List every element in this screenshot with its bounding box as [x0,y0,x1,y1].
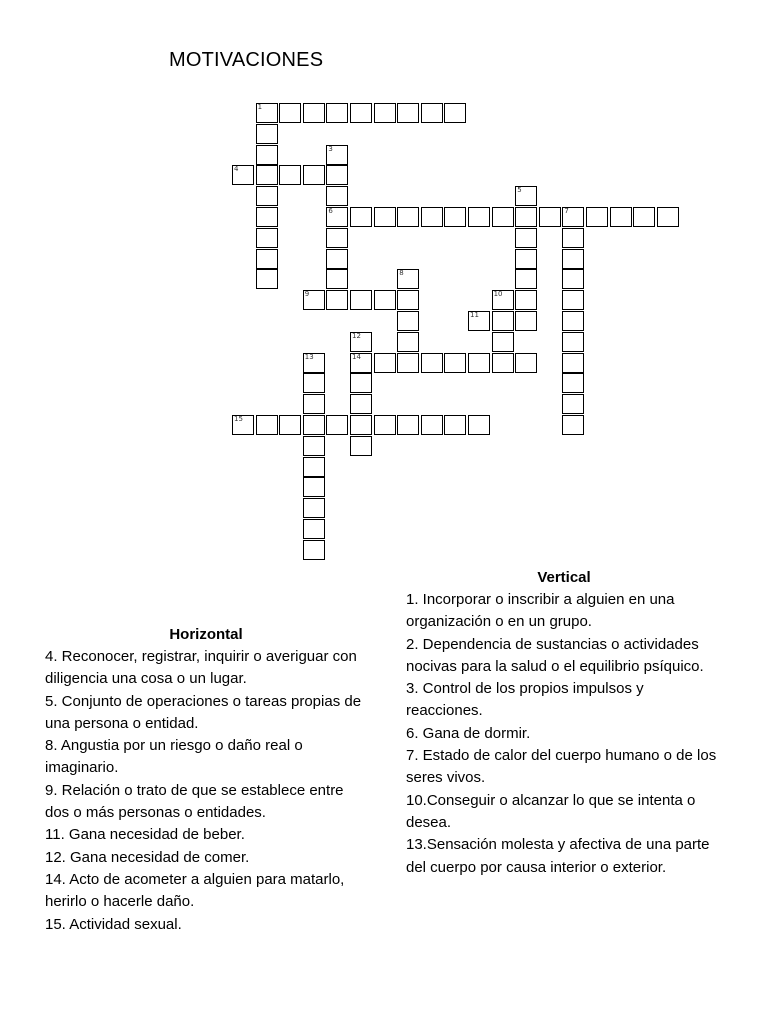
clue-v-2: 2. Dependencia de sustancias o actividades nocivas para la salud o el equilibrio psíquico. [406,635,704,675]
clue-v-10: 10.Conseguir o alcanzar lo que se intenta o desea. [406,791,696,831]
grid-cell[interactable] [562,373,584,393]
grid-cell[interactable] [303,165,325,185]
clue-h-5: 5. Conjunto de operaciones o tareas propias de una persona o entidad. [45,692,362,732]
grid-cell[interactable] [562,353,584,373]
grid-cell[interactable] [326,186,348,206]
clue-h-12: 12. Gana necesidad de comer. [45,848,250,866]
grid-cell[interactable] [350,332,372,352]
grid-number: 4 [234,165,239,174]
clue-v-3: 3. Control de los propios impulsos y reacciones. [406,680,644,720]
grid-cell[interactable] [515,353,537,373]
grid-cell[interactable] [256,124,278,144]
grid-cell[interactable] [444,103,466,123]
grid-cell[interactable] [562,415,584,435]
grid-cell[interactable] [326,269,348,289]
clue-h-15: 15. Actividad sexual. [45,915,182,933]
horizontal-clues [45,624,367,936]
grid-cell[interactable] [397,103,419,123]
grid-cell[interactable] [562,311,584,331]
grid-cell[interactable] [515,269,537,289]
grid-cell[interactable] [303,373,325,393]
grid-cell[interactable] [303,436,325,456]
grid-cell[interactable] [397,207,419,227]
grid-cell[interactable] [326,103,348,123]
grid-cell[interactable] [421,207,443,227]
vertical-heading: Vertical [537,569,591,586]
grid-cell[interactable] [515,228,537,248]
clue-h-14: 14. Acto de acometer a alguien para matarlo, herirlo o hacerle daño. [45,870,345,911]
grid-cell[interactable] [397,311,419,331]
grid-cell[interactable] [468,311,490,331]
grid-cell[interactable] [232,415,254,435]
clue-h-9: 9. Relación o trato de que se establece entre dos o más personas o entidades. [45,781,344,822]
grid-cell[interactable] [256,207,278,227]
grid-cell[interactable] [256,145,278,165]
grid-cell[interactable] [468,415,490,435]
grid-number: 10 [493,290,503,299]
grid-cell[interactable] [468,207,490,227]
grid-cell[interactable] [350,103,372,123]
grid-cell[interactable] [350,394,372,414]
grid-cell[interactable] [492,353,514,373]
clue-v-6: 6. Gana de dormir. [406,724,531,742]
grid-cell[interactable] [374,415,396,435]
grid-cell[interactable] [326,207,348,227]
grid-cell[interactable] [326,415,348,435]
clue-v-1: 1. Incorporar o inscribir a alguien en una organización o en un grupo. [406,591,675,631]
grid-cell[interactable] [279,103,301,123]
grid-number: 7 [564,207,569,215]
clue-h-11: 11. Gana necesidad de beber. [45,826,245,844]
grid-number: 8 [399,269,404,278]
clue-h-4: 4. Reconocer, registrar, inquirir o averiguar con diligencia una cosa o un lugar. [45,648,357,688]
horizontal-heading: Horizontal [169,626,243,643]
grid-cell[interactable] [657,207,679,227]
grid-cell[interactable] [232,165,254,185]
grid-cell[interactable] [303,457,325,477]
grid-cell[interactable] [256,269,278,289]
grid-cell[interactable] [397,290,419,310]
grid-cell[interactable] [515,207,537,227]
grid-cell[interactable] [492,332,514,352]
grid-cell[interactable] [303,415,325,435]
grid-cell[interactable] [562,207,584,227]
grid-cell[interactable] [374,103,396,123]
grid-cell[interactable] [421,353,443,373]
grid-cell[interactable] [468,353,490,373]
grid-number: 5 [517,186,522,195]
grid-cell[interactable] [444,353,466,373]
grid-cell[interactable] [539,207,561,227]
grid-cell[interactable] [515,290,537,310]
grid-cell[interactable] [610,207,632,227]
grid-cell[interactable] [279,415,301,435]
grid-cell[interactable] [350,436,372,456]
grid-cell[interactable] [633,207,655,227]
grid-cell[interactable] [256,228,278,248]
grid-cell[interactable] [326,290,348,310]
grid-cell[interactable] [444,207,466,227]
grid-cell[interactable] [397,332,419,352]
grid-cell[interactable] [586,207,608,227]
grid-cell[interactable] [515,311,537,331]
grid-cell[interactable] [326,145,348,165]
grid-cell[interactable] [256,415,278,435]
grid-cell[interactable] [350,353,372,373]
grid-cell[interactable] [256,103,278,123]
grid-cell[interactable] [562,290,584,310]
grid-number: 9 [304,290,310,299]
grid-number: 14 [352,352,361,361]
clue-h-8: 8. Angustia por un riesgo o daño real o imaginario. [45,737,303,777]
grid-cell[interactable] [256,165,278,185]
grid-cell[interactable] [326,165,348,185]
grid-number: 11 [470,311,479,319]
grid-cell[interactable] [421,103,443,123]
grid-cell[interactable] [515,249,537,269]
grid-cell[interactable] [562,228,584,248]
grid-cell[interactable] [374,353,396,373]
clue-v-13: 13.Sensación molesta y afectiva de una parte del cuerpo por causa interior o exterior. [406,836,710,876]
grid-cell[interactable] [350,415,372,435]
grid-cell[interactable] [303,353,325,373]
grid-cell[interactable] [444,415,466,435]
grid-cell[interactable] [562,394,584,414]
grid-cell[interactable] [303,290,325,310]
grid-cell[interactable] [350,207,372,227]
grid-number: 12 [352,331,361,340]
grid-cell[interactable] [350,290,372,310]
grid-cell[interactable] [303,519,325,539]
grid-cell[interactable] [515,186,537,206]
grid-cell[interactable] [421,415,443,435]
grid-cell[interactable] [279,165,301,185]
page-title: MOTIVACIONES [169,49,324,71]
clue-v-7: 7. Estado de calor del cuerpo humano o de los seres vivos. [406,747,717,787]
grid-cell[interactable] [256,249,278,269]
vertical-clues [406,567,722,879]
grid-cell[interactable] [374,207,396,227]
grid-cell[interactable] [397,415,419,435]
grid-cell[interactable] [256,186,278,206]
grid-cell[interactable] [562,332,584,352]
grid-cell[interactable] [303,103,325,123]
grid-cell[interactable] [397,269,419,289]
grid-cell[interactable] [492,311,514,331]
grid-cell[interactable] [374,290,396,310]
grid-number: 3 [328,144,333,153]
grid-cell[interactable] [350,373,372,393]
grid-cell[interactable] [303,477,325,497]
grid-cell[interactable] [492,290,514,310]
grid-cell[interactable] [562,249,584,269]
grid-cell[interactable] [562,269,584,289]
grid-cell[interactable] [303,394,325,414]
grid-number: 6 [328,207,333,215]
grid-number: 15 [234,415,243,423]
grid-cell[interactable] [303,498,325,518]
grid-cell[interactable] [326,228,348,248]
grid-cell[interactable] [326,249,348,269]
grid-cell[interactable] [397,353,419,373]
grid-number: 13 [304,352,314,361]
grid-number: 1 [257,103,263,111]
grid-cell[interactable] [492,207,514,227]
grid-cell[interactable] [303,540,325,560]
